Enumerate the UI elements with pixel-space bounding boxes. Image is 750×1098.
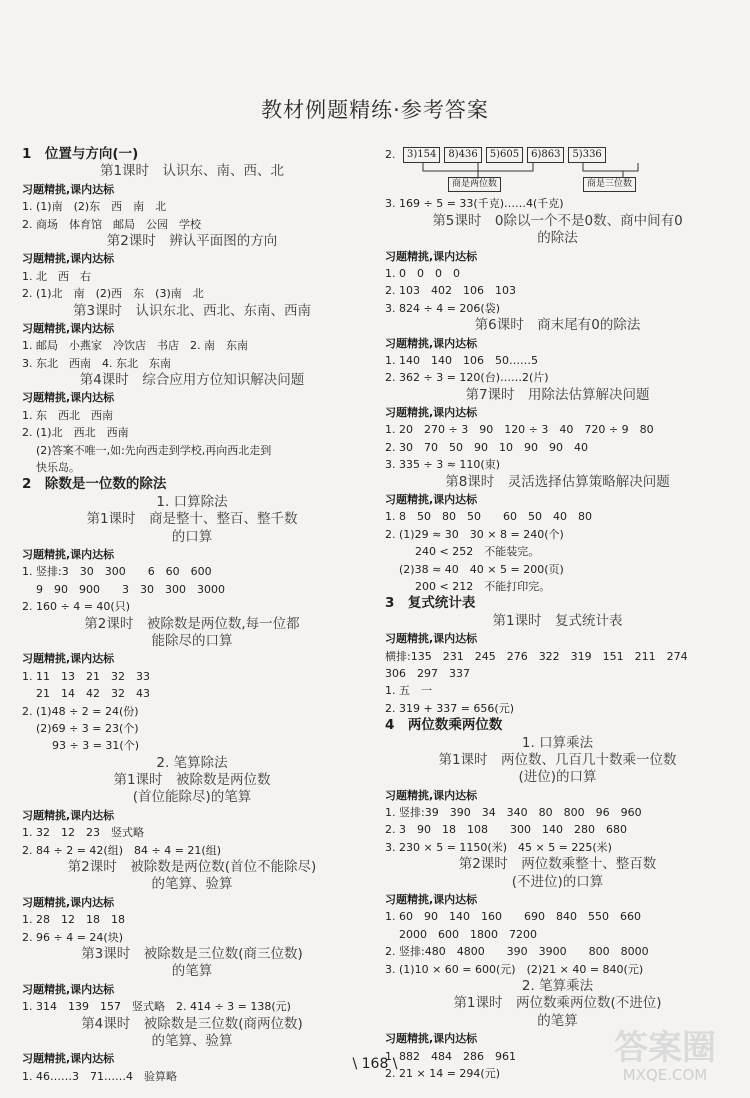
- answer-line: 240 < 252 不能装完。: [415, 545, 540, 559]
- exercise-heading: 习题精挑,课内达标: [22, 321, 115, 335]
- right-column-lines: [385, 195, 730, 1082]
- answer-line: 1. 北 西 右: [22, 269, 91, 283]
- exercise-heading: 习题精挑,课内达标: [385, 249, 478, 263]
- exercise-heading: 习题精挑,课内达标: [22, 895, 115, 909]
- answer-line: 93 ÷ 3 = 31(个): [52, 739, 139, 753]
- lesson-heading: 第1课时 两位数乘两位数(不进位): [453, 995, 662, 1012]
- answer-line: 21 14 42 32 43: [36, 687, 150, 701]
- division-box: 5)605: [486, 147, 523, 163]
- lesson-heading: (首位能除尽)的笔算: [132, 789, 252, 806]
- lesson-heading: 第2课时 被除数是两位数,每一位都: [84, 615, 300, 632]
- exercise-heading: 习题精挑,课内达标: [22, 547, 115, 561]
- answer-line: 3. (1)10 × 60 = 600(元) (2)21 × 40 = 840(元): [385, 962, 644, 976]
- division-box: 5)336: [568, 147, 605, 163]
- answer-line: 2. (1)北 西北 西南: [22, 426, 129, 440]
- lesson-heading: 第3课时 被除数是三位数(商三位数): [81, 945, 303, 962]
- answer-line: 3. 东北 西南 4. 东北 东南: [22, 356, 171, 370]
- division-item-label: 2.: [385, 148, 396, 161]
- page-title: 教材例题精练·参考答案: [261, 98, 489, 122]
- answer-line: 306 297 337: [385, 666, 470, 680]
- answer-line: 2. 84 ÷ 2 = 42(组) 84 ÷ 4 = 21(组): [22, 843, 221, 857]
- answer-line: 1. 竖排:3 30 300 6 60 600: [22, 565, 212, 579]
- watermark-logo-text: 答案圈: [614, 1028, 716, 1068]
- lesson-heading: 的除法: [537, 230, 578, 247]
- answer-line: 3. 230 × 5 = 1150(米) 45 × 5 = 225(米): [385, 840, 612, 854]
- exercise-heading: 习题精挑,课内达标: [385, 493, 478, 507]
- lesson-heading: (进位)的口算: [518, 769, 597, 786]
- lesson-heading: 的笔算: [171, 963, 213, 980]
- lesson-heading: 第1课时 认识东、南、西、北: [99, 163, 285, 180]
- exercise-heading: 习题精挑,课内达标: [22, 252, 115, 266]
- answer-line: 2. 30 70 50 90 10 90 90 40: [385, 440, 588, 454]
- division-tag-row: [403, 163, 730, 195]
- lesson-heading: 的笔算、验算: [151, 1032, 233, 1049]
- answer-line: 3. 824 ÷ 4 = 206(袋): [385, 301, 500, 315]
- exercise-heading: 习题精挑,课内达标: [22, 808, 115, 822]
- lesson-heading: 第1课时 被除数是两位数: [113, 772, 271, 789]
- exercise-heading: 习题精挑,课内达标: [22, 652, 115, 666]
- answer-line: 2. 96 ÷ 4 = 24(块): [22, 930, 123, 944]
- lesson-heading: 的笔算: [537, 1012, 578, 1029]
- answer-line: 2000 600 1800 7200: [399, 927, 537, 941]
- exercise-heading: 习题精挑,课内达标: [385, 893, 478, 907]
- lesson-heading: (不进位)的口算: [511, 873, 604, 890]
- answer-line: 1. 20 270 ÷ 3 90 120 ÷ 3 40 720 ÷ 9 80: [385, 423, 654, 437]
- exercise-heading: 习题精挑,课内达标: [22, 982, 115, 996]
- answer-line: (2)38 ≈ 40 40 × 5 = 200(页): [399, 562, 564, 576]
- lesson-heading: 第3课时 认识东北、西北、东南、西南: [72, 302, 312, 319]
- answer-line: 9 90 900 3 30 300 3000: [36, 582, 225, 596]
- lesson-heading: 1. 口算乘法: [521, 734, 594, 751]
- lesson-heading: 的笔算、验算: [151, 876, 233, 893]
- answer-line: 1. 邮局 小燕家 冷饮店 书店 2. 南 东南: [22, 339, 248, 353]
- section-heading: 3 复式统计表: [385, 595, 476, 612]
- lesson-heading: 第2课时 被除数是两位数(首位不能除尽): [67, 859, 317, 876]
- answer-line: 3. 169 ÷ 5 = 33(千克)……4(千克): [385, 197, 564, 211]
- answer-line: 1. 东 西北 西南: [22, 408, 113, 422]
- answer-line: 2. 21 × 14 = 294(元): [385, 1066, 500, 1080]
- lesson-heading: 2. 笔算除法: [156, 754, 228, 771]
- lesson-heading: 第7课时 用除法估算解决问题: [465, 386, 650, 403]
- answer-line: 1. 0 0 0 0: [385, 266, 460, 280]
- answer-line: (2)答案不唯一,如:先向西走到学校,再向西北走到: [36, 443, 272, 457]
- lesson-heading: 第4课时 综合应用方位知识解决问题: [79, 372, 305, 389]
- watermark-url: MXQE.COM: [622, 1066, 708, 1084]
- answer-line: 1. 60 90 140 160 690 840 550 660: [385, 910, 641, 924]
- division-tag: 商是两位数: [448, 177, 501, 192]
- answer-line: 200 < 212 不能打印完。: [415, 579, 551, 593]
- division-box: 8)436: [444, 147, 481, 163]
- answer-line: 1. 882 484 286 961: [385, 1049, 516, 1063]
- lesson-heading: 1. 口算除法: [156, 493, 228, 510]
- answer-line: 1. 11 13 21 32 33: [22, 669, 150, 683]
- division-box: 3)154: [403, 147, 440, 163]
- exercise-heading: 习题精挑,课内达标: [22, 182, 115, 196]
- answer-line: 1. 140 140 106 50……5: [385, 353, 538, 367]
- answer-line: 2. 362 ÷ 3 = 120(台)……2(片): [385, 371, 549, 385]
- section-heading: 4 两位数乘两位数: [385, 717, 503, 734]
- exercise-heading: 习题精挑,课内达标: [385, 1032, 478, 1046]
- answer-line: 1. 46……3 71……4 验算略: [22, 1069, 177, 1083]
- division-tag: 商是三位数: [583, 177, 636, 192]
- lesson-heading: 第1课时 复式统计表: [492, 612, 623, 629]
- lesson-heading: 2. 笔算乘法: [521, 977, 594, 994]
- exercise-heading: 习题精挑,课内达标: [22, 1052, 115, 1066]
- lesson-heading: 第5课时 0除以一个不是0数、商中间有0: [432, 212, 683, 229]
- exercise-heading: 习题精挑,课内达标: [385, 406, 478, 420]
- lesson-heading: 能除尽的口算: [151, 632, 233, 649]
- lesson-heading: 第4课时 被除数是三位数(商两位数): [81, 1015, 303, 1032]
- answer-line: 1. 五 一: [385, 684, 432, 698]
- right-column: [385, 146, 730, 1082]
- exercise-heading: 习题精挑,课内达标: [22, 391, 115, 405]
- answer-line: 横排:135 231 245 276 322 319 151 211 274: [385, 649, 688, 663]
- lesson-heading: 第8课时 灵活选择估算策略解决问题: [445, 473, 670, 490]
- lesson-heading: 第2课时 两位数乘整十、整百数: [458, 856, 657, 873]
- section-heading: 2 除数是一位数的除法: [22, 476, 167, 493]
- answer-line: 2. 160 ÷ 4 = 40(只): [22, 600, 130, 614]
- answer-line: 2. 商场 体育馆 邮局 公园 学校: [22, 217, 201, 231]
- lesson-heading: 第2课时 辨认平面图的方向: [106, 232, 278, 249]
- exercise-heading: 习题精挑,课内达标: [385, 336, 478, 350]
- answer-line: 快乐岛。: [36, 461, 80, 475]
- lesson-heading: 的口算: [171, 528, 213, 545]
- left-column: [22, 146, 362, 1085]
- answer-line: 2. 319 + 337 = 656(元): [385, 701, 514, 715]
- answer-line: 2. 竖排:480 4800 390 3900 800 8000: [385, 945, 649, 959]
- answer-line: 2. (1)北 南 (2)西 东 (3)南 北: [22, 287, 204, 301]
- lesson-heading: 第1课时 两位数、几百几十数乘一位数: [438, 751, 677, 768]
- answer-line: 2. (1)29 ≈ 30 30 × 8 = 240(个): [385, 527, 564, 541]
- answer-line: 3. 335 ÷ 3 ≈ 110(束): [385, 458, 500, 472]
- lesson-heading: 第1课时 商是整十、整百、整千数: [86, 511, 298, 528]
- exercise-heading: 习题精挑,课内达标: [385, 632, 478, 646]
- page-number: \ 168 \: [352, 1056, 398, 1072]
- answer-line: 1. 8 50 80 50 60 50 40 80: [385, 510, 592, 524]
- answer-line: 1. 28 12 18 18: [22, 913, 125, 927]
- answer-line: (2)69 ÷ 3 = 23(个): [36, 721, 139, 735]
- answer-line: 2. 103 402 106 103: [385, 284, 516, 298]
- lesson-heading: 第6课时 商末尾有0的除法: [474, 317, 641, 334]
- section-heading: 1 位置与方向(一): [22, 146, 139, 162]
- exercise-heading: 习题精挑,课内达标: [385, 788, 478, 802]
- answer-line: 2. (1)48 ÷ 2 = 24(份): [22, 704, 139, 718]
- answer-line: 2. 3 90 18 108 300 140 280 680: [385, 823, 627, 837]
- watermark-logo: [590, 1030, 740, 1090]
- answer-line: 1. 314 139 157 竖式略 2. 414 ÷ 3 = 138(元): [22, 1000, 291, 1014]
- answer-line: 1. (1)南 (2)东 西 南 北: [22, 200, 167, 214]
- answer-line: 1. 32 12 23 竖式略: [22, 826, 144, 840]
- division-box: 6)863: [527, 147, 564, 163]
- answer-line: 1. 竖排:39 390 34 340 80 800 96 960: [385, 806, 642, 820]
